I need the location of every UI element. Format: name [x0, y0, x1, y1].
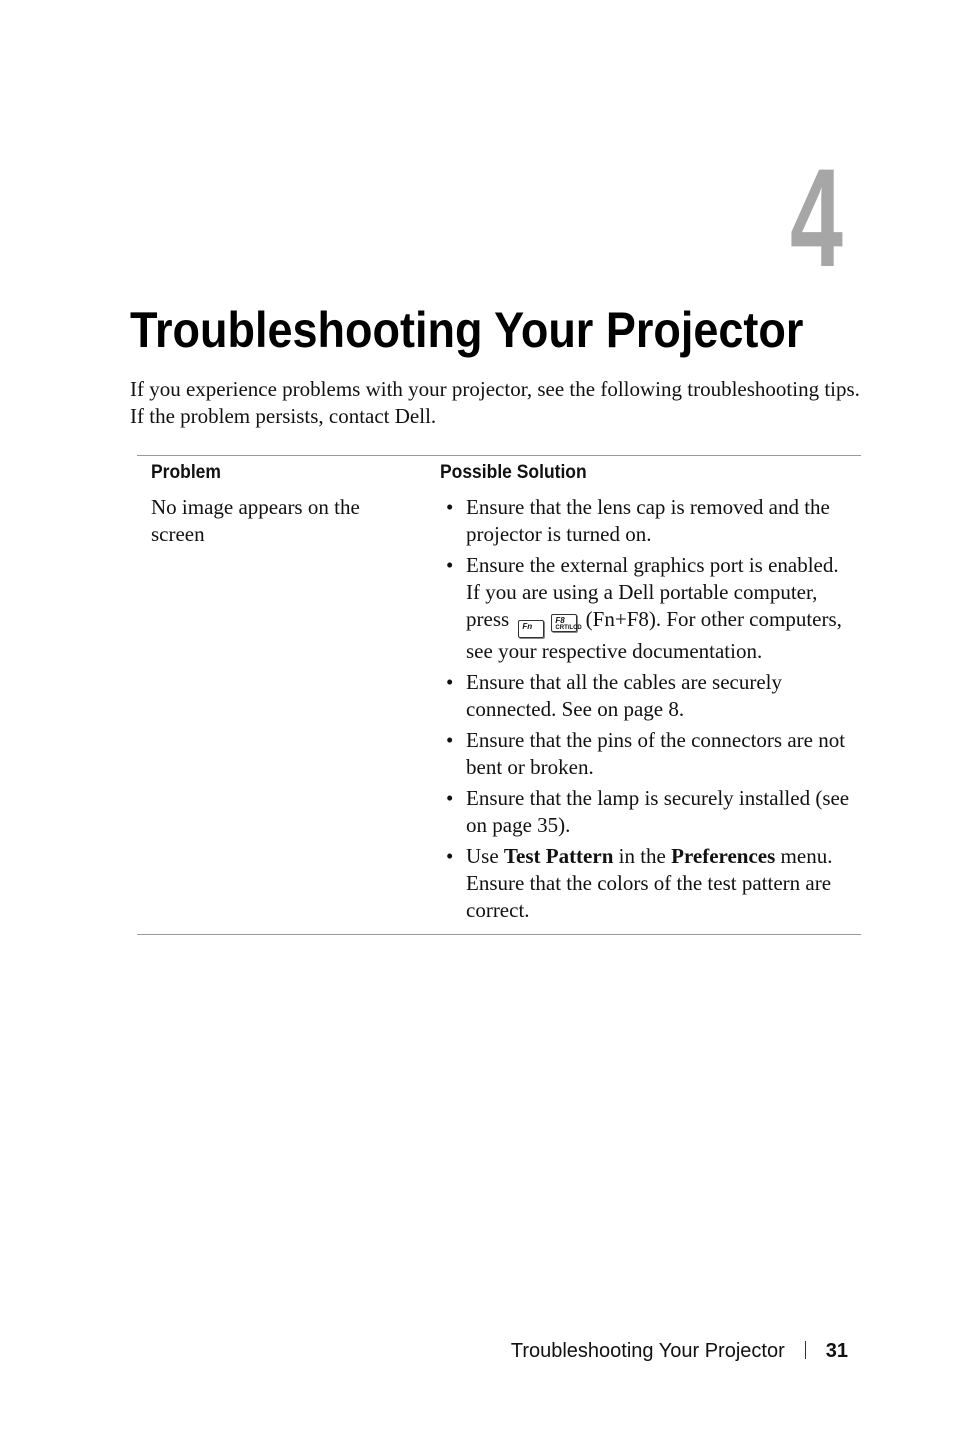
- bullet-icon: •: [446, 495, 454, 519]
- solution-item: [446, 494, 861, 548]
- footer-title: Troubleshooting Your Projector: [510, 1340, 785, 1362]
- solution-text: in the: [618, 844, 666, 868]
- solution-text: menu. Ensure that the colors of the test pattern are correct.: [466, 844, 833, 922]
- solution-item: [446, 727, 861, 781]
- page-footer: [511, 1338, 848, 1364]
- chapter-title: Troubleshooting Your Projector: [130, 302, 804, 358]
- solution-item: [446, 552, 861, 665]
- menu-name-preferences: Preferences: [671, 844, 776, 868]
- menu-option-test-pattern: Test Pattern: [503, 844, 614, 868]
- solution-item: [446, 843, 861, 924]
- f8-key-label: F8: [555, 616, 565, 625]
- troubleshooting-table: [137, 455, 861, 935]
- bullet-icon: •: [446, 553, 454, 577]
- solution-item: [446, 669, 861, 723]
- solution-text: (Fn+F8). For other computers, see your respective documentation.: [466, 607, 842, 663]
- table-header-row: [137, 456, 861, 490]
- f8-key-icon: [551, 614, 582, 632]
- intro-paragraph: If you experience problems with your projector, see the following troubleshooting tips. If the problem persists, contact Dell.: [130, 377, 860, 428]
- chapter-number: 4: [790, 139, 843, 296]
- fn-key-label: Fn: [522, 622, 533, 631]
- table-row: [137, 490, 861, 924]
- f8-key-sublabel: CRT/LCD: [555, 625, 582, 631]
- page-number: 31: [825, 1340, 848, 1362]
- solution-item: [446, 785, 861, 839]
- solution-text: Use: [466, 844, 499, 868]
- column-header-problem: Problem: [151, 462, 221, 483]
- fn-key-icon: [518, 620, 544, 638]
- footer-separator: [805, 1341, 806, 1359]
- bullet-icon: •: [446, 844, 454, 868]
- solution-text: Ensure the external graphics port is enabled. If you are using a Dell portable computer, press: [466, 553, 839, 631]
- solution-text: Ensure that the lens cap is removed and the projector is turned on.: [466, 495, 830, 546]
- problem-cell: No image appears on the screen: [151, 495, 360, 546]
- bullet-icon: •: [446, 728, 454, 752]
- column-header-solution: Possible Solution: [440, 462, 587, 483]
- solution-text: Ensure that the pins of the connectors are not bent or broken.: [466, 728, 846, 779]
- solution-text: Ensure that all the cables are securely connected. See on page 8.: [466, 670, 783, 721]
- bullet-icon: •: [446, 670, 454, 694]
- bullet-icon: •: [446, 786, 454, 810]
- solution-text: Ensure that the lamp is securely installed (see on page 35).: [466, 786, 850, 837]
- solution-list: [137, 490, 861, 924]
